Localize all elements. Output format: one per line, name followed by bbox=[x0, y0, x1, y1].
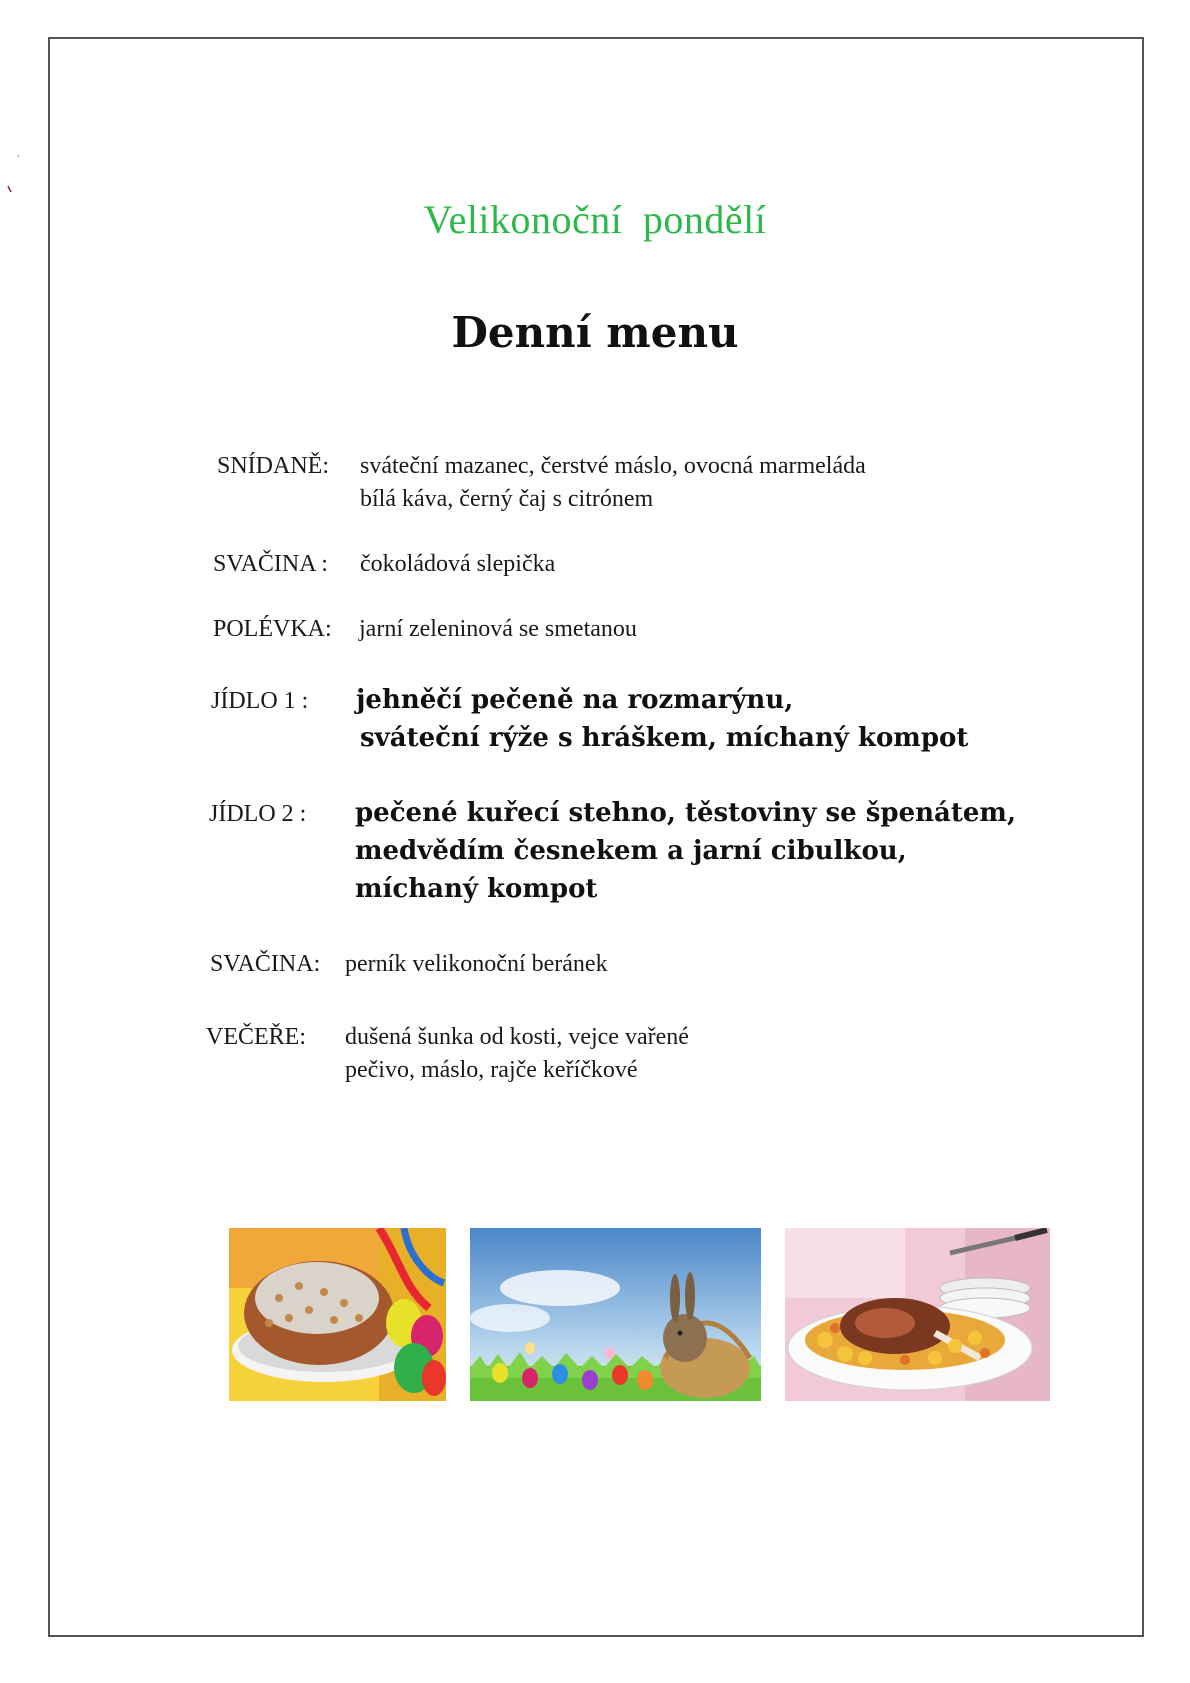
menu-line: jehněčí pečeně na rozmarýnu, bbox=[356, 685, 794, 715]
menu-line: čokoládová slepička bbox=[360, 551, 556, 577]
menu-line: medvědím česnekem a jarní cibulkou, bbox=[355, 836, 907, 866]
menu-line: sváteční rýže s hráškem, míchaný kompot bbox=[360, 723, 969, 753]
menu-line: dušená šunka od kosti, vejce vařené bbox=[345, 1024, 689, 1050]
menu-line: perník velikonoční beránek bbox=[345, 951, 608, 977]
menu-label: JÍDLO 1 : bbox=[211, 688, 309, 714]
menu-line: sváteční mazanec, čerstvé máslo, ovocná marmeláda bbox=[360, 453, 866, 479]
easter-bunny-photo bbox=[470, 1228, 761, 1401]
menu-line: bílá káva, černý čaj s citrónem bbox=[360, 486, 654, 512]
page-title: Denní menu bbox=[451, 308, 739, 357]
scan-marks bbox=[0, 0, 40, 200]
menu-label: JÍDLO 2 : bbox=[209, 801, 307, 827]
menu-line: jarní zeleninová se smetanou bbox=[359, 616, 637, 642]
menu-label: SVAČINA : bbox=[213, 551, 328, 577]
menu-label: SNÍDANĚ: bbox=[217, 453, 329, 479]
easter-cake-photo bbox=[229, 1228, 446, 1401]
menu-line: pečené kuřecí stehno, těstoviny se špenátem, bbox=[355, 798, 1016, 828]
page-subtitle: Velikonoční pondělí bbox=[423, 197, 767, 242]
menu-label: POLÉVKA: bbox=[213, 616, 332, 642]
menu-label: SVAČINA: bbox=[210, 951, 321, 977]
menu-line: pečivo, máslo, rajče keříčkové bbox=[345, 1057, 638, 1083]
menu-label: VEČEŘE: bbox=[206, 1024, 306, 1050]
menu-line: míchaný kompot bbox=[355, 874, 598, 904]
roast-lamb-photo bbox=[785, 1228, 1050, 1401]
